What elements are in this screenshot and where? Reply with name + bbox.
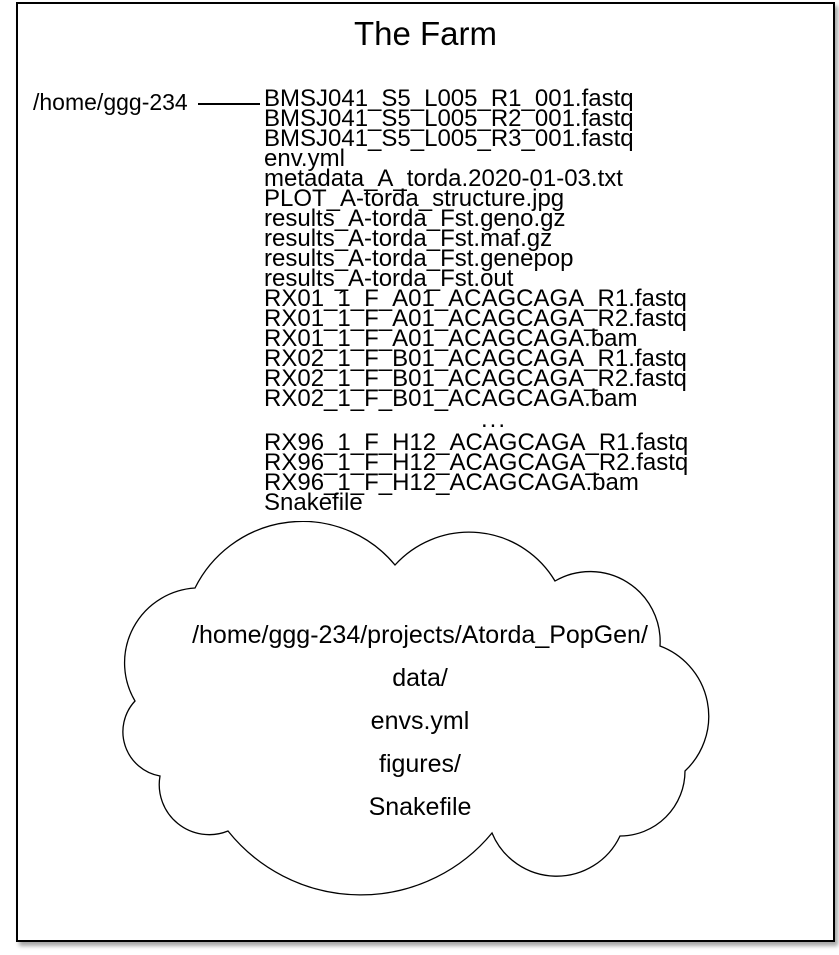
file-name: PLOT_A-torda_structure.jpg [264,185,565,212]
cloud-path-line: data/ [392,664,448,692]
file-name: BMSJ041_S5_L005_R2_001.fastq [264,105,634,132]
connector-line [198,103,260,105]
cloud-path-line: figures/ [379,750,461,778]
file-name: metadata_A_torda.2020-01-03.txt [264,165,623,192]
home-path-label: /home/ggg-234 [33,89,188,115]
file-name: RX01_1_F_A01_ACAGCAGA.bam [264,325,638,352]
file-name: RX96_1_F_H12_ACAGCAGA.bam [264,469,639,496]
file-name: ... [480,406,507,433]
cloud-text [110,622,730,837]
file-name: RX96_1_F_H12_ACAGCAGA_R1.fastq [264,429,689,456]
diagram-title: The Farm [353,15,498,52]
file-name: results_A-torda_Fst.out [264,265,514,292]
home-file-list [264,85,724,516]
file-name: RX01_1_F_A01_ACAGCAGA_R2.fastq [264,305,687,332]
file-name: env.yml [264,145,345,172]
file-name: RX96_1_F_H12_ACAGCAGA_R2.fastq [264,449,689,476]
file-name: results_A-torda_Fst.genepop [264,245,574,272]
file-name: RX02_1_F_B01_ACAGCAGA_R2.fastq [264,365,687,392]
file-name: results_A-torda_Fst.maf.gz [264,225,553,252]
cloud-path-line: envs.yml [370,707,470,735]
file-name: RX02_1_F_B01_ACAGCAGA.bam [264,385,638,412]
file-name: BMSJ041_S5_L005_R3_001.fastq [264,125,634,152]
cloud-path-line: /home/ggg-234/projects/Atorda_PopGen/ [192,621,648,649]
file-name: results_A-torda_Fst.geno.gz [264,205,566,232]
cloud-path-line: Snakefile [368,793,472,821]
file-name: RX02_1_F_B01_ACAGCAGA_R1.fastq [264,345,687,372]
file-name: RX01_1_F_A01_ACAGCAGA_R1.fastq [264,285,687,312]
file-name: Snakefile [264,489,363,516]
file-name: BMSJ041_S5_L005_R1_001.fastq [264,85,634,112]
